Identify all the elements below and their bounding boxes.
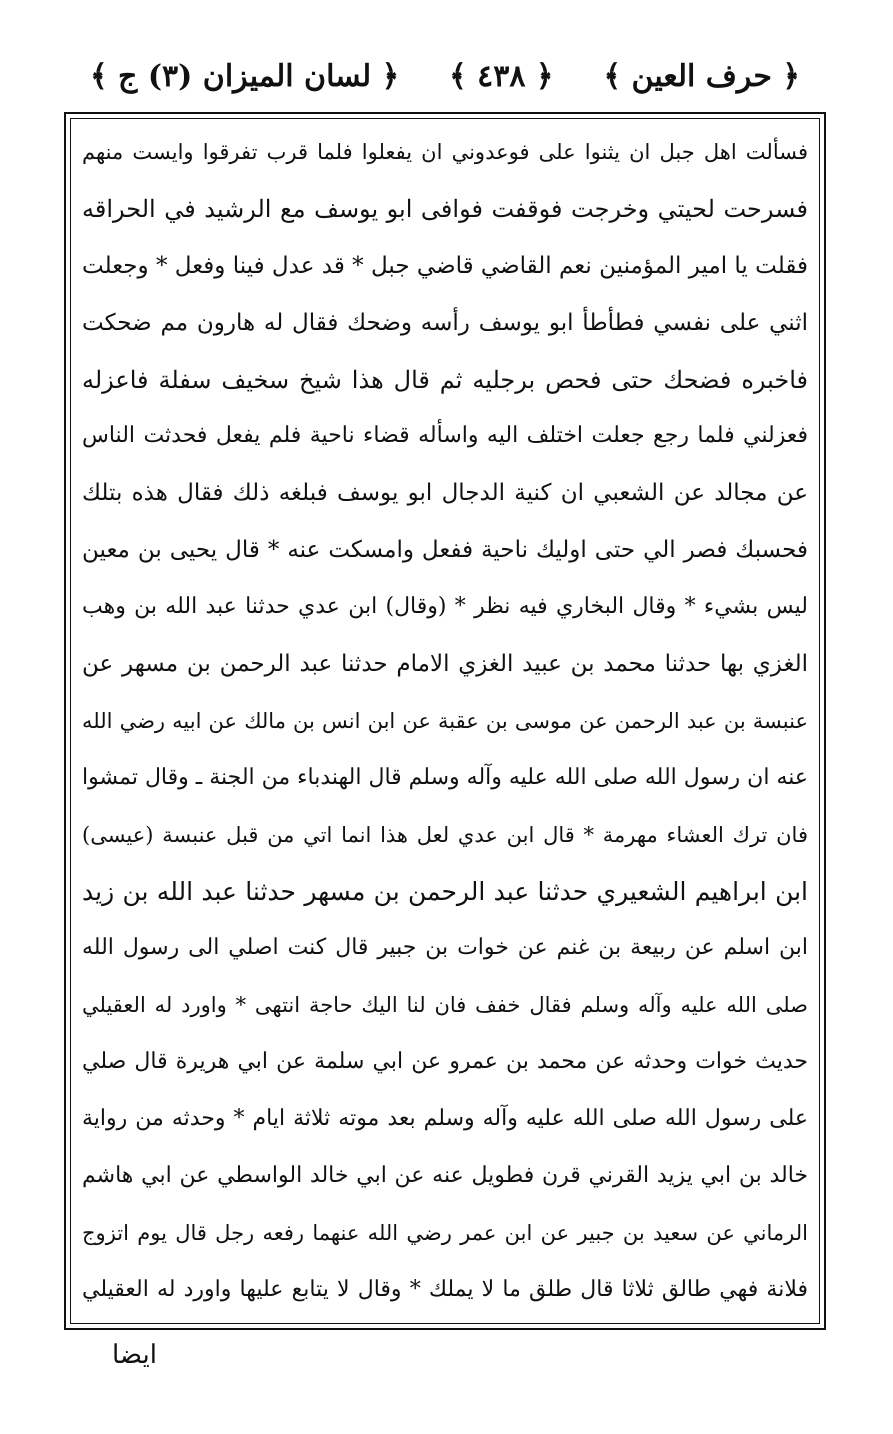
text-line: عنبسة بن عبد الرحمن عن موسى بن عقبة عن ابن انس بن مالك عن ابيه رضي الله bbox=[82, 708, 808, 733]
text-line: فاخبره فضحك حتى فحص برجليه ثم قال هذا شيخ سخيف سفلة فاعزله bbox=[82, 365, 808, 394]
text-line: عنه ان رسول الله صلى الله عليه وآله وسلم قال الهندباء من الجنة ـ وقال تمشوا bbox=[82, 764, 808, 790]
text-line: فحسبك فصر الي حتى اوليك ناحية ففعل وامسكت عنه * قال يحيى بن معين bbox=[82, 537, 808, 564]
text-line: فعزلني فلما رجع جعلت اختلف اليه واسأله قضاء ناحية فلم يفعل فحدثت الناس bbox=[82, 423, 808, 449]
text-line: ابن ابراهيم الشعيري حدثنا عبد الرحمن بن مسهر حدثنا عبد الله بن زيد bbox=[82, 876, 808, 906]
text-line: ابن اسلم عن ربيعة بن غنم عن خوات بن جبير قال كنت اصلي الى رسول الله bbox=[82, 935, 808, 961]
text-line: فان ترك العشاء مهرمة * قال ابن عدي لعل هذا انما اتي من قبل عنبسة (عيسى) bbox=[82, 822, 808, 847]
text-line: فسرحت لحيتي وخرجت فوقفت فوافى ابو يوسف مع الرشيد في الحراقه bbox=[82, 194, 808, 223]
text-line: صلى الله عليه وآله وسلم فقال خفف فان لنا اليك حاجة انتهى * واورد له العقيلي bbox=[82, 993, 808, 1018]
catchword: ايضا bbox=[112, 1340, 157, 1370]
text-line: ليس بشيء * وقال البخاري فيه نظر * (وقال) ابن عدي حدثنا عبد الله بن وهب bbox=[82, 594, 808, 620]
text-line: عن مجالد عن الشعبي ان كنية الدجال ابو يوسف فبلغه ذلك فقال هذه بتلك bbox=[82, 480, 808, 507]
text-line: حديث خوات وحدثه عن محمد بن عمرو عن ابي سلمة عن ابي هريرة قال صلي bbox=[82, 1049, 808, 1075]
text-line: فسألت اهل جبل ان يثنوا على فوعدوني ان يفعلوا فلما قرب تفرقوا وايست منهم bbox=[82, 140, 808, 164]
body-text bbox=[82, 124, 808, 1320]
text-line: اثني على نفسي فطأطأ ابو يوسف رأسه وضحك فقال له هارون مم ضحكت bbox=[82, 309, 808, 336]
text-line: على رسول الله صلى الله عليه وآله وسلم بعد موته ثلاثة ايام * وحدثه من رواية bbox=[82, 1106, 808, 1132]
text-line: الرماني عن سعيد بن جبير عن ابن عمر رضي الله عنهما رفعه رجل قال يوم اتزوج bbox=[82, 1220, 808, 1245]
page-header bbox=[90, 52, 800, 100]
text-line: فقلت يا امير المؤمنين نعم القاضي قاضي جبل * قد عدل فينا وفعل * وجعلت bbox=[82, 252, 808, 279]
chapter-title: ﴿ حرف العين ﴾ bbox=[603, 58, 800, 94]
page-number: ﴿ ٤٣٨ ﴾ bbox=[449, 58, 554, 94]
text-line: فلانة فهي طالق ثلاثا قال طلق ما لا يملك * وقال لا يتابع عليها واورد له العقيلي bbox=[82, 1276, 808, 1302]
running-title: ﴿ لسان الميزان (٣) ج ﴾ bbox=[90, 58, 400, 94]
text-line: خالد بن ابي يزيد القرني قرن فطويل عنه عن ابي خالد الواسطي عن ابي هاشم bbox=[82, 1163, 808, 1189]
text-line: الغزي بها حدثنا محمد بن عبيد الغزي الامام حدثنا عبد الرحمن بن مسهر عن bbox=[82, 651, 808, 678]
